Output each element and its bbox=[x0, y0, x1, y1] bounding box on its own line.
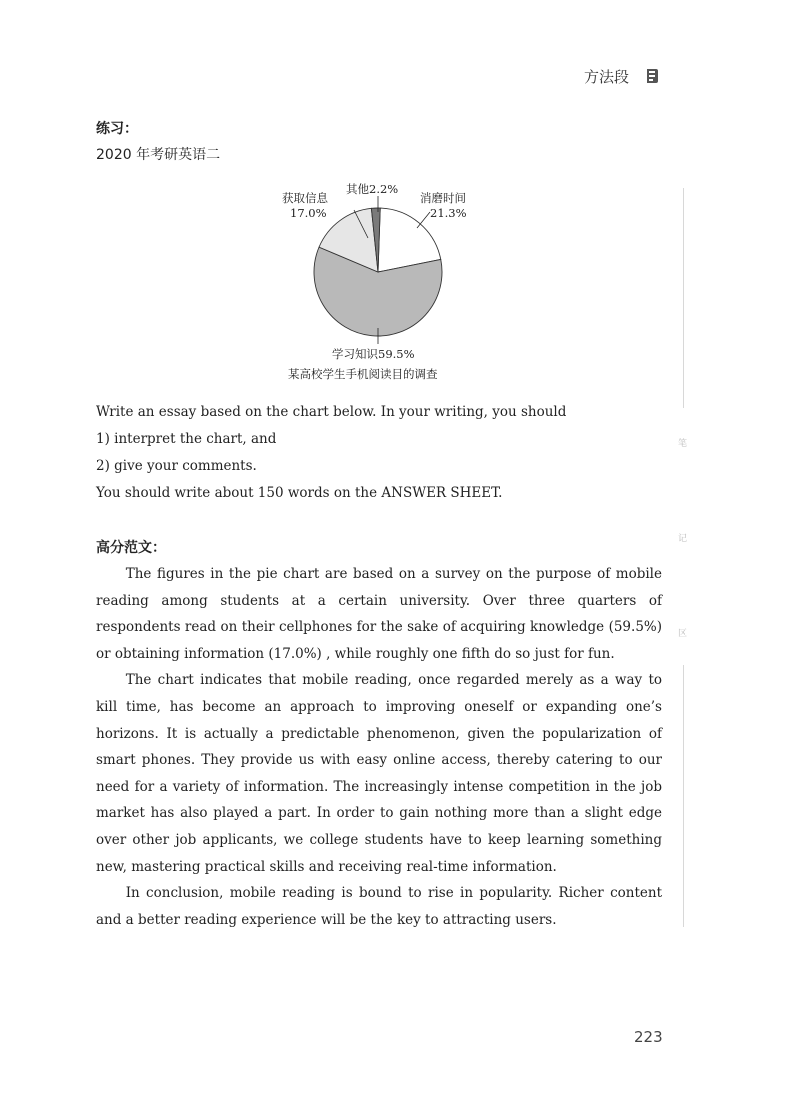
notes-margin-line bbox=[683, 188, 684, 408]
label-entertain-name: 消磨时间 bbox=[420, 191, 466, 205]
label-other: 其他2.2% bbox=[346, 182, 399, 196]
essay-paragraph: The chart indicates that mobile reading, once regarded merely as a way to kill time, has become an approach to improving oneself or expanding one’s horizons. It is actually a predictable phenomenon, given the popularization of smart phones. They provide us with easy online access, thereby catering to our need for a variety of information. The increasingly intense competition in the job market has also played a part. In order to gain nothing more than a slight edge over other job applicants, we college students have to keep learning something new, mastering practical skills and receiving real-time information. bbox=[96, 672, 662, 875]
page-number: 223 bbox=[634, 1028, 663, 1046]
book-badge-icon bbox=[645, 68, 659, 84]
pie-chart bbox=[260, 178, 500, 388]
prompt-line: 1) interpret the chart, and bbox=[96, 431, 277, 447]
label-info-pct: 17.0% bbox=[290, 206, 327, 220]
notes-margin-label: 记 bbox=[678, 534, 688, 544]
model-essay bbox=[96, 561, 662, 933]
label-knowledge: 学习知识59.5% bbox=[332, 347, 415, 361]
essay-paragraph: The figures in the pie chart are based on a survey on the purpose of mobile reading among students at a certain university. Over three quarters of respondents read on their cellphones for the sake of acquiring knowledge (59.5%) or obtaining information (17.0%) , while roughly one fifth do so just for fun. bbox=[96, 566, 662, 662]
exercise-subtitle: 2020 年考研英语二 bbox=[96, 147, 221, 163]
chart-title: 某高校学生手机阅读目的调查 bbox=[288, 367, 438, 381]
page-header-title: 方法段 bbox=[584, 68, 630, 86]
essay-paragraph: In conclusion, mobile reading is bound to rise in popularity. Richer content and a better reading experience will be the key to attracting users. bbox=[96, 885, 662, 928]
notes-margin-label: 区 bbox=[678, 629, 688, 639]
leader-line-entertain bbox=[417, 212, 430, 228]
pie-chart-svg bbox=[260, 178, 500, 388]
label-info-name: 获取信息 bbox=[282, 191, 328, 205]
exercise-heading: 练习： bbox=[96, 121, 138, 137]
prompt-line: You should write about 150 words on the ANSWER SHEET. bbox=[96, 485, 503, 501]
model-essay-heading: 高分范文： bbox=[96, 540, 166, 556]
notes-margin-label: 笔 bbox=[678, 439, 688, 449]
notes-margin-line bbox=[683, 665, 684, 927]
prompt-line: 2) give your comments. bbox=[96, 458, 257, 474]
label-entertain-pct: 21.3% bbox=[430, 206, 467, 220]
prompt-line: Write an essay based on the chart below. In your writing, you should bbox=[96, 404, 567, 420]
